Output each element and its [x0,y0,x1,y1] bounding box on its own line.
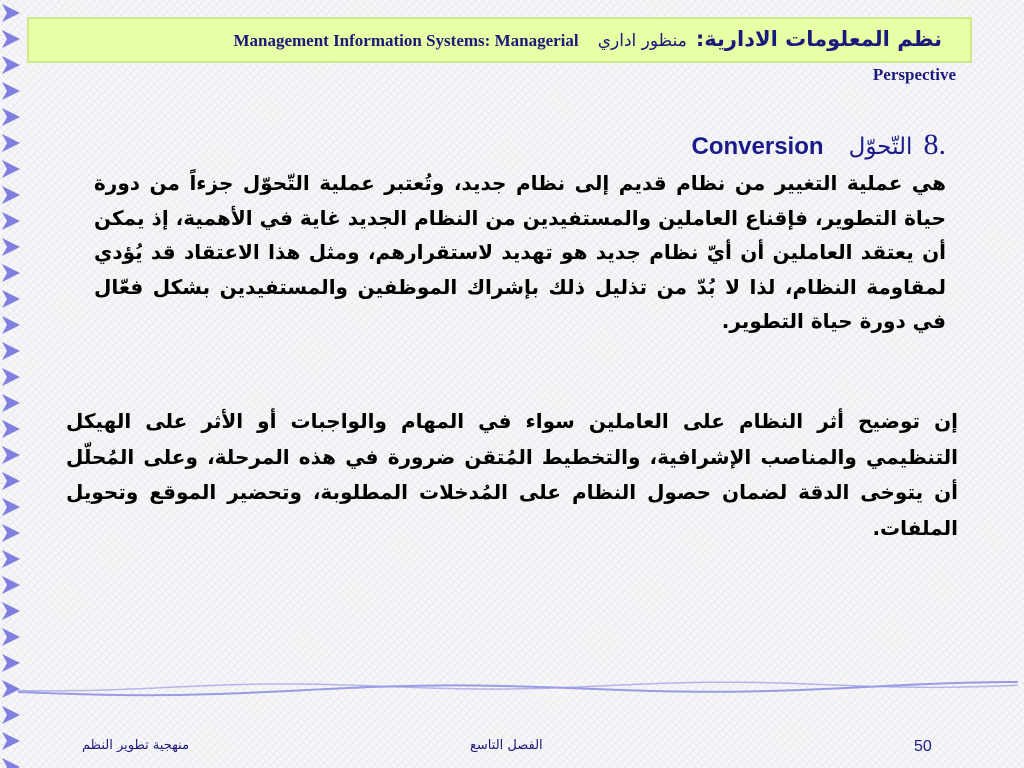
arrow-decoration-icon [2,56,20,74]
arrow-decoration-icon [2,420,20,438]
arrow-decoration-icon [2,732,20,750]
arrow-decoration-icon [2,316,20,334]
slide-number: 50 [914,738,932,755]
paragraph-conversion-impact: إن توضيح أثر النظام على العاملين سواء في المهام والواجبات أو الأثر على الهيكل التنظيمي والمناصب الإشرافية، والتخطيط المُتقن ضرورة في هذه المرحلة، وعلى المُحلّل أن يتوخى الدقة لضمان حصول النظام على المُدخلات المطلوبة، وتحضير الموقع وتحويل الملفات. [66,409,958,540]
section-arabic-label: التّحوّل [848,134,913,160]
left-arrow-strip [0,0,22,768]
arrow-decoration-icon [2,186,20,204]
footer-chapter: الفصل التاسع [470,738,543,753]
arrow-decoration-icon [2,264,20,282]
arrow-decoration-icon [2,30,20,48]
arrow-decoration-icon [2,602,20,620]
arrow-decoration-icon [2,368,20,386]
paragraph-conversion-definition: هي عملية التغيير من نظام قديم إلى نظام جديد، وتُعتبر عملية التّحوّل جزءاً من دورة حياة التطوير، فإقناع العاملين والمستفيدين من النظام الجديد غاية في الأهمية، إذ يمكن أن يعتقد العاملين أن أيّ نظام جديد هو تهديد لاستقرارهم، ومثل هذا الاعتقاد قد يُؤدي لمقاومة النظام، لذا لا بُدّ من تذليل ذلك بإشراك الموظفين والمستفيدين بشكل فعّال في دورة حياة التطوير. [94,171,946,333]
arrow-decoration-icon [2,4,20,22]
arrow-decoration-icon [2,576,20,594]
section-heading [692,128,947,162]
arrow-decoration-icon [2,758,20,768]
arrow-decoration-icon [2,160,20,178]
title-english-continued: Perspective [872,65,956,84]
title-arabic-subtitle: منظور اداري [597,31,687,51]
footer-course-title: منهجية تطوير النظم [82,738,190,753]
arrow-decoration-icon [2,238,20,256]
arrow-decoration-icon [2,290,20,308]
arrow-decoration-icon [2,628,20,646]
arrow-decoration-icon [2,82,20,100]
arrow-decoration-icon [2,212,20,230]
bottom-wave-divider [18,678,1024,702]
arrow-decoration-icon [2,550,20,568]
title-arabic: نظم المعلومات الادارية: [695,27,942,51]
arrow-decoration-icon [2,108,20,126]
section-english-label: Conversion [691,133,824,160]
arrow-decoration-icon [2,654,20,672]
arrow-decoration-icon [2,394,20,412]
title-banner [27,17,972,63]
arrow-decoration-icon [2,342,20,360]
section-number: .8 [923,128,946,161]
arrow-decoration-icon [2,446,20,464]
title-english: Management Information Systems: Managerial [233,31,579,50]
arrow-decoration-icon [2,706,20,724]
arrow-decoration-icon [2,498,20,516]
arrow-decoration-icon [2,472,20,490]
arrow-decoration-icon [2,524,20,542]
arrow-decoration-icon [2,134,20,152]
title-line [233,27,942,51]
